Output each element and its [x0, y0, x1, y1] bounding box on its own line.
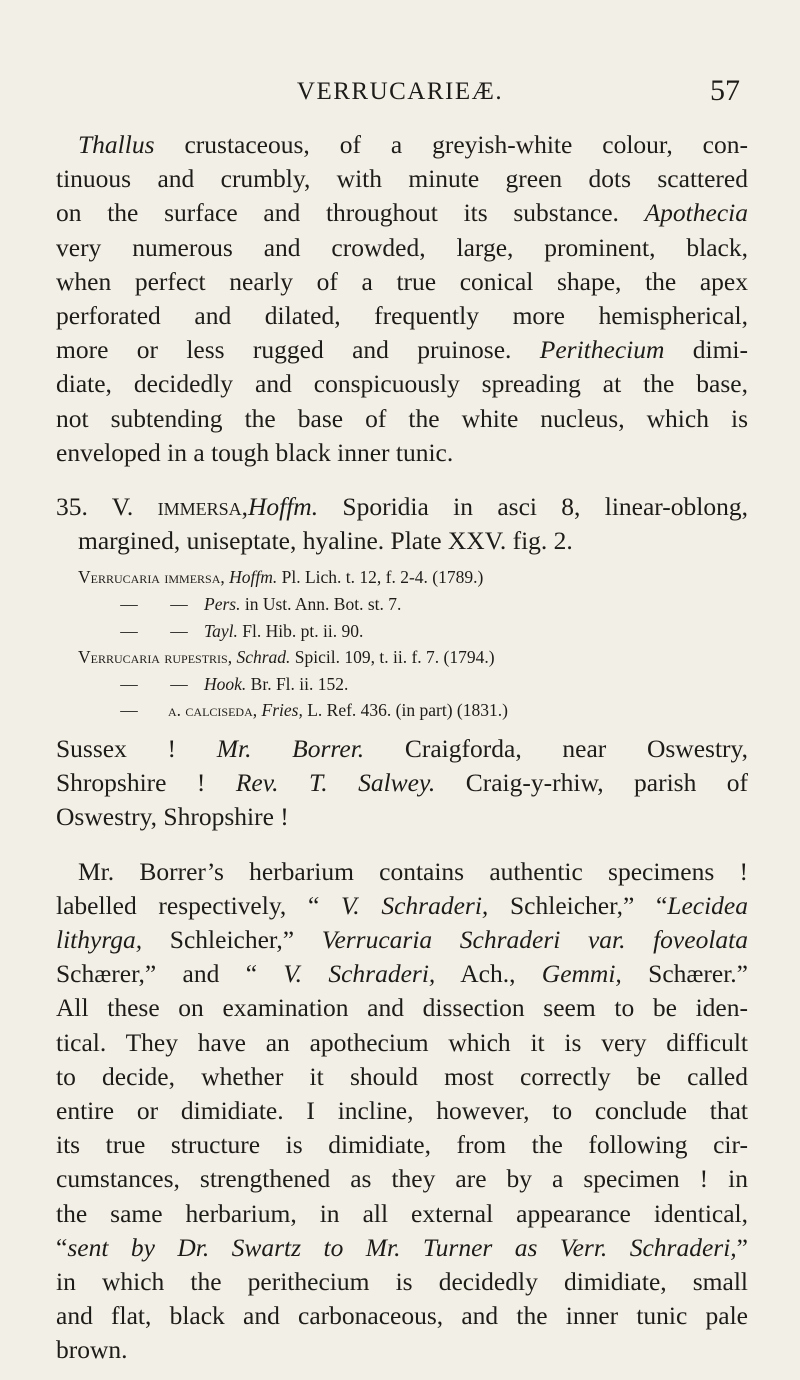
- text-line: [56, 732, 748, 766]
- text-run: very numerous and crowded, large, prominent, black,: [56, 232, 748, 262]
- text-run: Craigforda, near Oswestry,: [364, 734, 749, 763]
- text-run: L. Ref. 436. (in part) (1831.): [302, 700, 508, 721]
- synonym-row: [56, 591, 748, 618]
- page-body: [56, 128, 748, 1368]
- text-run: a. calciseda,: [168, 700, 262, 721]
- text-run: 35. V.: [56, 492, 158, 522]
- text-line: [56, 402, 748, 436]
- text-run: Oswestry, Shropshire !: [56, 802, 289, 832]
- text-run: tinuous and crumbly, with minute green dots scattered: [56, 164, 748, 194]
- running-head: [56, 74, 744, 112]
- text-run: Schærer.”: [621, 959, 748, 989]
- text-run: margined, uniseptate, hyaline. Plate XXV. fig. 2.: [78, 526, 573, 556]
- italic-text: V. Schraderi,: [341, 890, 489, 920]
- text-line: [56, 1299, 748, 1333]
- text-line: [56, 524, 748, 558]
- ditto-dash: —: [170, 620, 188, 641]
- text-run: Shropshire !: [56, 768, 236, 798]
- italic-text: Hoffm.: [229, 567, 278, 588]
- ditto-dash: —: [120, 594, 138, 615]
- text-line: [56, 231, 748, 265]
- text-line: [56, 1333, 748, 1367]
- text-run: Schleicher,” “: [488, 890, 668, 920]
- italic-text: Mr. Borrer.: [216, 734, 365, 763]
- italic-text: Schrad.: [236, 647, 291, 668]
- text-run: Verrucaria rupestris,: [78, 647, 237, 668]
- italic-text: Lecidea: [667, 890, 749, 920]
- italic-text: Pers.: [204, 594, 241, 615]
- text-run: Sussex !: [56, 734, 217, 763]
- text-line: [56, 766, 748, 800]
- species-entry: [56, 490, 748, 558]
- text-run: immersa,: [157, 492, 248, 522]
- text-run: in Ust. Ann. Bot. st. 7.: [240, 594, 402, 615]
- synonym-row: [56, 564, 748, 591]
- synonym-row: [56, 671, 748, 698]
- text-line: [56, 490, 748, 524]
- running-title: VERRUCARIEÆ.: [296, 78, 504, 105]
- text-run: the same herbarium, in all external appearance identical,: [56, 1198, 748, 1228]
- text-line: [56, 367, 748, 401]
- italic-text: V. Schraderi,: [283, 959, 436, 989]
- text-line: [56, 800, 748, 834]
- italic-text: lithyrga,: [56, 925, 143, 955]
- synonym-row: [56, 697, 748, 724]
- text-run: not subtending the base of the white nucleus, which is: [56, 403, 748, 433]
- text-run: enveloped in a tough black inner tunic.: [56, 437, 454, 467]
- description-paragraph: [56, 128, 748, 470]
- text-run: Schleicher,”: [142, 925, 322, 955]
- italic-text: Thallus: [78, 130, 155, 159]
- text-run: Ach.,: [435, 959, 542, 989]
- ditto-dash: —: [120, 673, 138, 694]
- text-run: cumstances, strengthened as they are by a specimen ! in: [56, 1164, 748, 1194]
- text-line: [56, 957, 748, 991]
- text-line: [56, 1231, 748, 1265]
- text-line: [56, 991, 748, 1025]
- text-run: “: [56, 1232, 68, 1262]
- italic-text: Hook.: [204, 673, 247, 694]
- text-line: [56, 1265, 748, 1299]
- synonymy-list: [56, 564, 748, 724]
- text-run: labelled respectively, “: [56, 890, 341, 920]
- text-run: diate, decidedly and conspicuously spreading at the base,: [56, 369, 748, 399]
- text-line: [56, 299, 748, 333]
- text-run: crustaceous, of a greyish-white colour, con-: [154, 130, 748, 159]
- italic-text: Perithecium: [539, 335, 665, 365]
- text-run: Spicil. 109, t. ii. f. 7. (1794.): [290, 647, 495, 668]
- text-line: [56, 436, 748, 470]
- ditto-dash: —: [170, 594, 188, 615]
- text-run: ”: [736, 1232, 748, 1262]
- text-run: when perfect nearly of a true conical shape, the apex: [56, 266, 748, 296]
- localities-paragraph: [56, 732, 748, 835]
- text-run: Craig-y-rhiw, parish of: [435, 768, 749, 798]
- italic-text: Verrucaria Schraderi var. foveolata: [321, 925, 748, 955]
- text-run: tical. They have an apothecium which it is very difficult: [56, 1027, 748, 1057]
- notes-paragraph: [56, 855, 748, 1368]
- text-line: [56, 1128, 748, 1162]
- italic-text: Tayl.: [204, 620, 238, 641]
- text-line: [56, 1094, 748, 1128]
- text-line: [56, 1060, 748, 1094]
- text-line: [56, 162, 748, 196]
- text-run: Sporidia in asci 8, linear-oblong,: [318, 492, 748, 522]
- ditto-dash: —: [120, 620, 138, 641]
- text-run: perforated and dilated, frequently more hemispherical,: [56, 301, 748, 331]
- text-run: and flat, black and carbonaceous, and the inner tunic pale: [56, 1301, 748, 1331]
- text-line: [56, 196, 748, 230]
- text-run: All these on examination and dissection seem to be iden-: [56, 993, 748, 1023]
- text-run: Br. Fl. ii. 152.: [246, 673, 349, 694]
- text-run: Verrucaria immersa,: [78, 567, 230, 588]
- text-line: [56, 855, 748, 889]
- text-line: [56, 889, 748, 923]
- text-run: Fl. Hib. pt. ii. 90.: [237, 620, 364, 641]
- italic-text: Apothecia: [644, 198, 748, 228]
- text-run: in which the perithecium is decidedly dimidiate, small: [56, 1267, 748, 1297]
- text-line: [56, 1197, 748, 1231]
- text-run: dimi-: [664, 335, 748, 365]
- text-run: more or less rugged and pruinose.: [56, 335, 540, 365]
- italic-text: sent by Dr. Swartz to Mr. Turner as Verr. Schraderi,: [67, 1232, 737, 1262]
- italic-text: Hoffm.: [247, 492, 319, 522]
- text-line: [56, 923, 748, 957]
- text-run: to decide, whether it should most correctly be called: [56, 1061, 748, 1091]
- italic-text: Gemmi,: [541, 959, 622, 989]
- italic-text: Fries,: [261, 700, 303, 721]
- text-line: [56, 1162, 748, 1196]
- text-line: [56, 265, 748, 299]
- text-line: [56, 128, 748, 162]
- text-run: entire or dimidiate. I incline, however, to conclude that: [56, 1096, 748, 1126]
- text-run: its true structure is dimidiate, from the following cir-: [56, 1130, 748, 1160]
- text-line: [56, 333, 748, 367]
- synonym-row: [56, 644, 748, 671]
- ditto-dash: —: [120, 700, 138, 721]
- synonym-row: [56, 618, 748, 645]
- page-number: 57: [710, 74, 740, 107]
- text-line: [56, 1026, 748, 1060]
- text-run: on the surface and throughout its substance.: [56, 198, 645, 228]
- text-run: brown.: [56, 1335, 128, 1365]
- italic-text: Rev. T. Salwey.: [235, 768, 436, 798]
- text-run: Pl. Lich. t. 12, f. 2-4. (1789.): [277, 567, 484, 588]
- text-run: Schærer,” and “: [56, 959, 284, 989]
- ditto-dash: —: [170, 673, 188, 694]
- text-run: Mr. Borrer’s herbarium contains authentic specimens !: [78, 856, 748, 886]
